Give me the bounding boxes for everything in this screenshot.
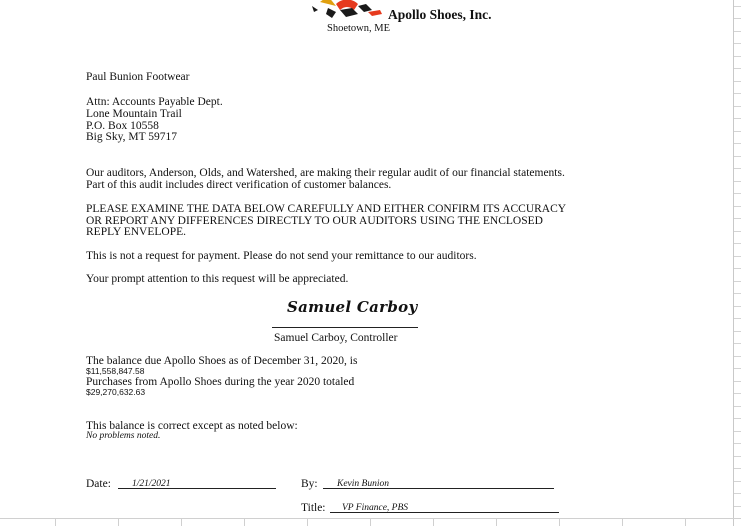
signature-line	[272, 327, 418, 328]
spreadsheet-grid-bottom	[0, 518, 741, 526]
confirmation-label: This balance is correct except as noted below:	[86, 420, 298, 432]
by-value: Kevin Bunion	[337, 479, 389, 489]
body-paragraph-1-line-1: Our auditors, Anderson, Olds, and Watershed, are making their regular audit of our financial statements.	[86, 167, 565, 179]
date-value: 1/21/2021	[132, 479, 171, 489]
by-underline	[323, 488, 554, 489]
spreadsheet-grid-right	[733, 0, 741, 526]
recipient-attn: Attn: Accounts Payable Dept.	[86, 96, 223, 108]
signature-script: Samuel Carboy	[287, 298, 418, 316]
confirmation-note: No problems noted.	[86, 431, 161, 441]
body-paragraph-2-line-3: REPLY ENVELOPE.	[86, 226, 187, 238]
body-paragraph-2-line-2: OR REPORT ANY DIFFERENCES DIRECTLY TO OUR AUDITORS USING THE ENCLOSED	[86, 215, 543, 227]
by-label: By:	[301, 478, 318, 490]
apollo-logo-icon	[306, 0, 384, 20]
purchases-label: Purchases from Apollo Shoes during the year 2020 totaled	[86, 376, 355, 388]
balance-label: The balance due Apollo Shoes as of December 31, 2020, is	[86, 355, 358, 367]
recipient-po-box: P.O. Box 10558	[86, 120, 159, 132]
signer-name-title: Samuel Carboy, Controller	[274, 332, 398, 344]
date-underline	[118, 488, 276, 489]
title-label: Title:	[301, 502, 326, 514]
body-paragraph-1-line-2: Part of this audit includes direct verification of customer balances.	[86, 179, 392, 191]
title-underline	[330, 512, 559, 513]
date-label: Date:	[86, 478, 111, 490]
company-name: Apollo Shoes, Inc.	[388, 7, 492, 22]
balance-amount: $11,558,847.58	[86, 366, 145, 376]
title-value: VP Finance, PBS	[342, 503, 409, 513]
recipient-name: Paul Bunion Footwear	[86, 71, 190, 83]
body-paragraph-4: Your prompt attention to this request will be appreciated.	[86, 273, 349, 285]
recipient-street: Lone Mountain Trail	[86, 108, 182, 120]
recipient-city: Big Sky, MT 59717	[86, 131, 178, 143]
body-paragraph-3: This is not a request for payment. Please do not send your remittance to our auditors.	[86, 250, 477, 262]
body-paragraph-2-line-1: PLEASE EXAMINE THE DATA BELOW CAREFULLY AND EITHER CONFIRM ITS ACCURACY	[86, 203, 567, 215]
company-location: Shoetown, ME	[327, 23, 390, 34]
purchases-amount: $29,270,632.63	[86, 387, 146, 397]
